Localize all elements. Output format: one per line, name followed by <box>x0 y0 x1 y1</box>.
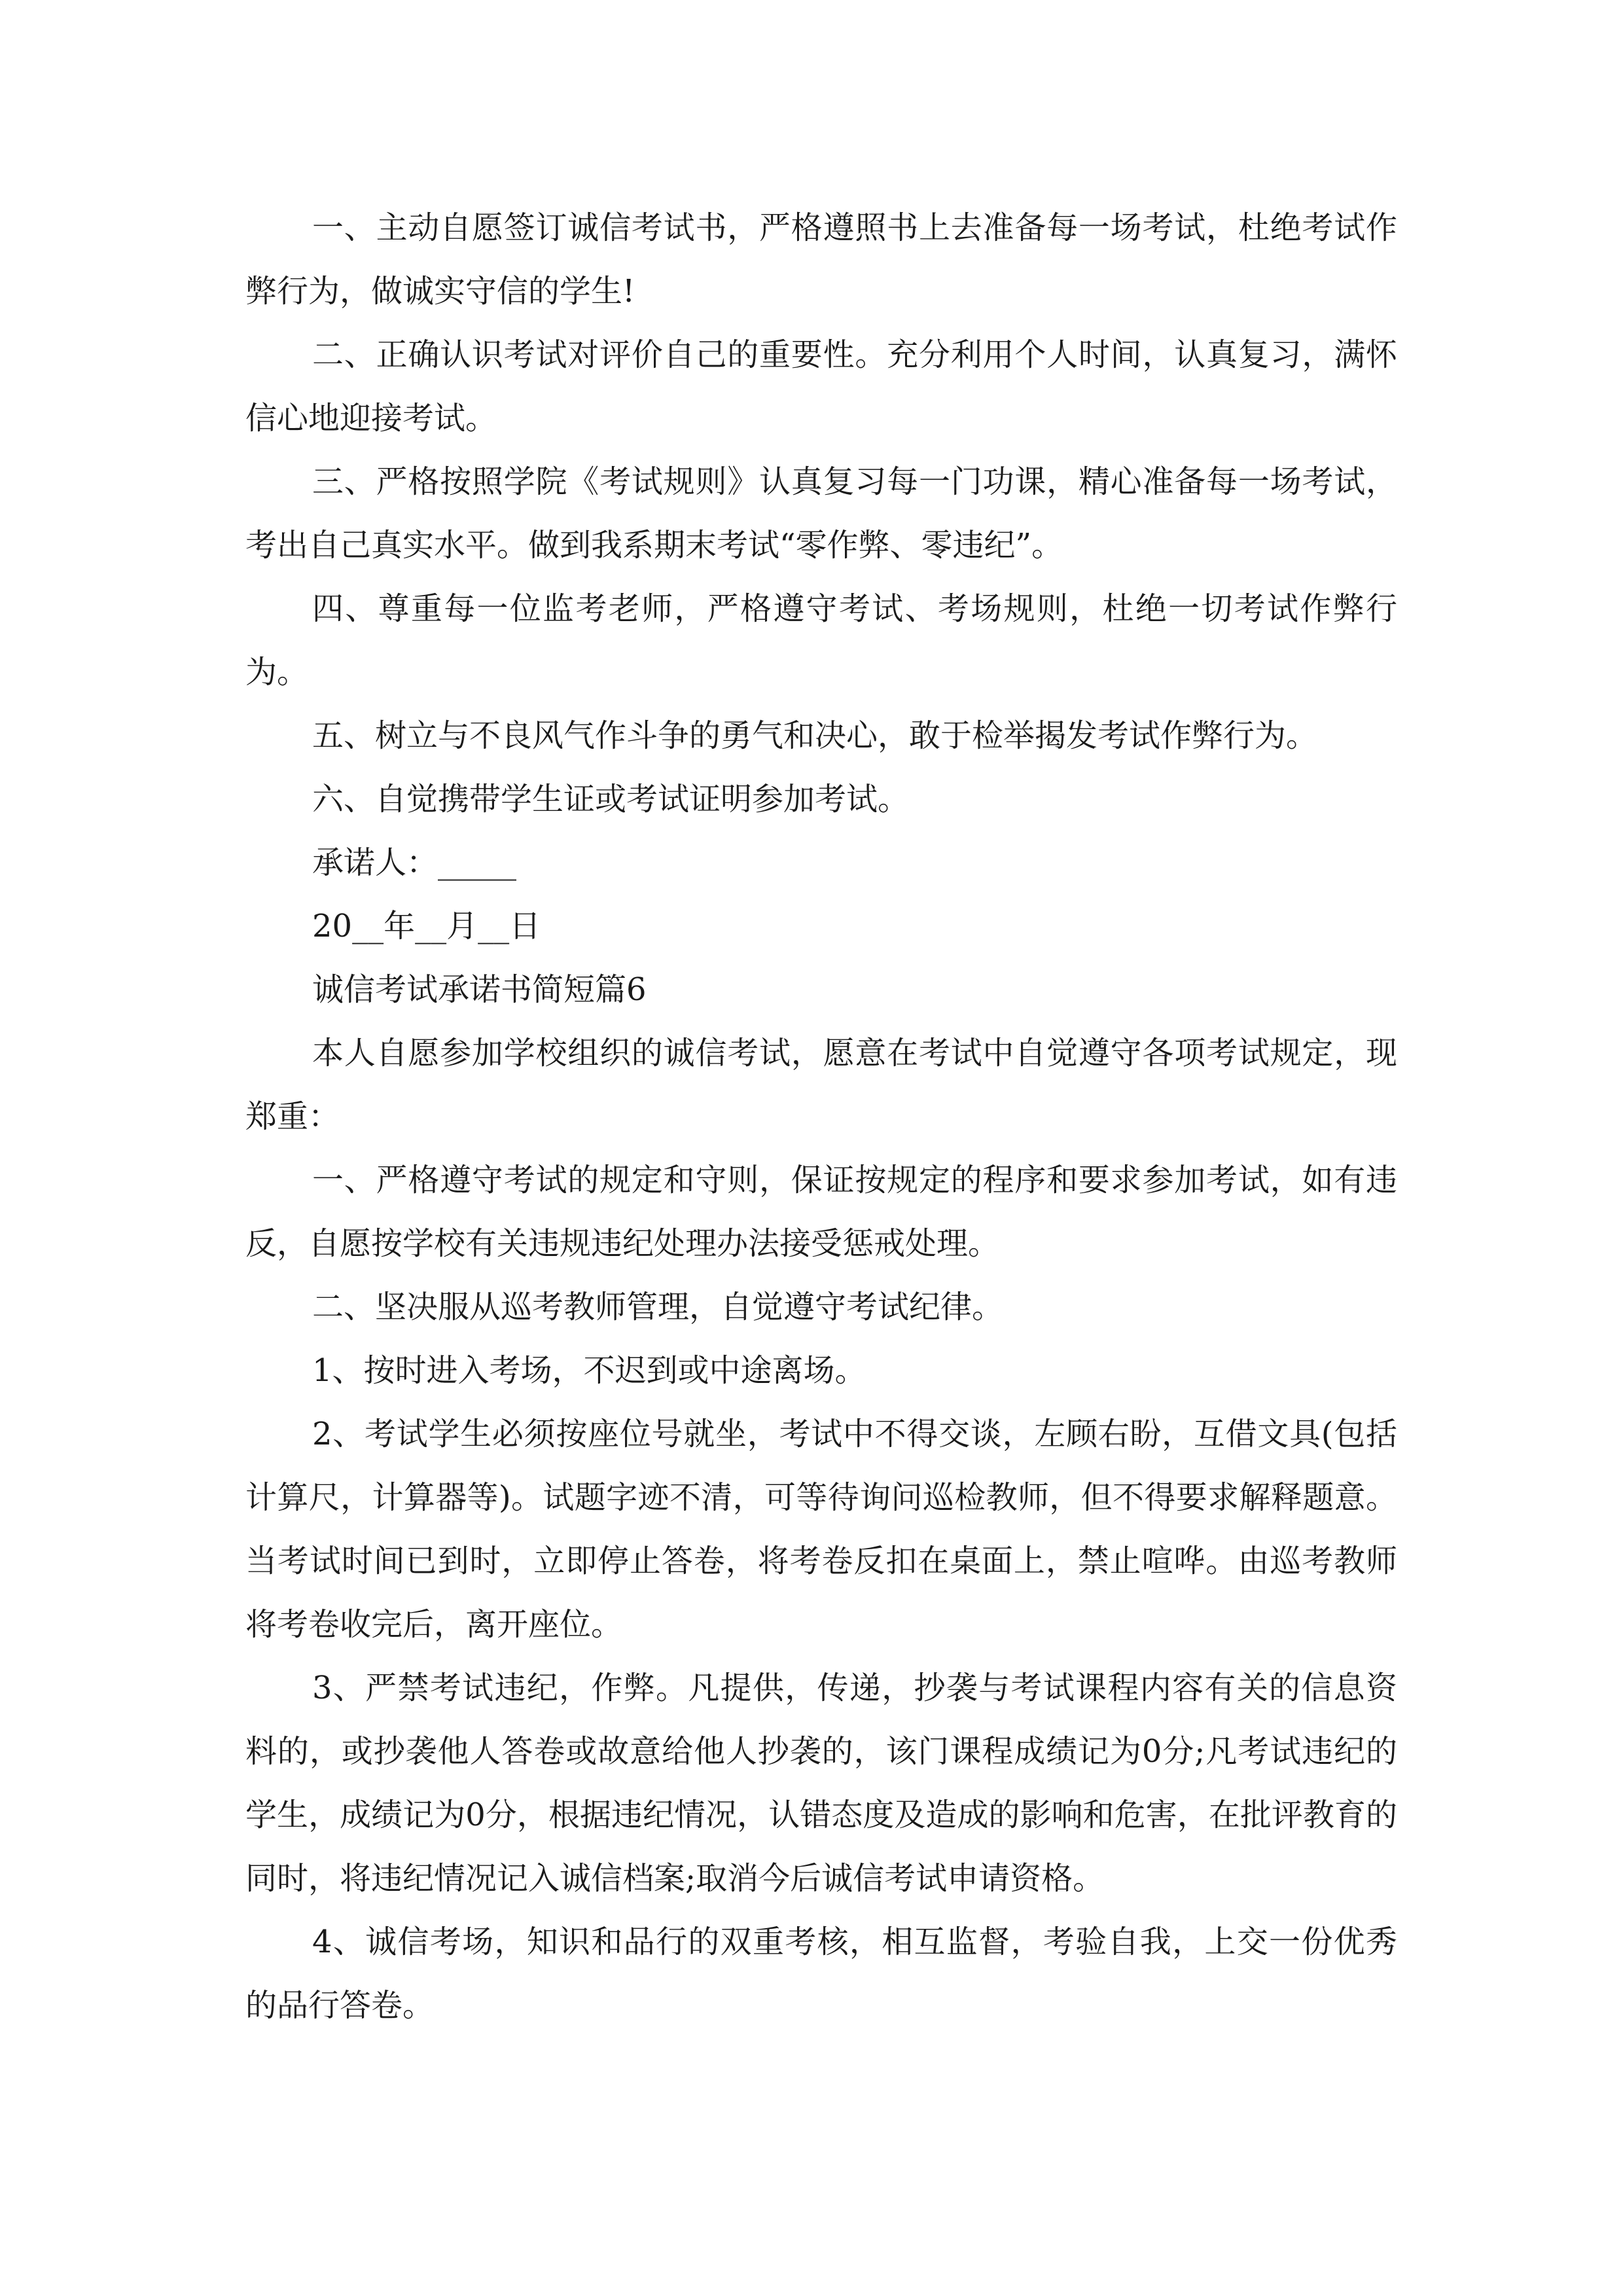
section-title: 诚信考试承诺书简短篇6 <box>312 971 647 1008</box>
list-item-4: 4、诚信考场，知识和品行的双重考核，相互监督，考验自我，上交一份优秀的品行答卷。 <box>245 1924 1397 2024</box>
document-body <box>245 196 1397 2037</box>
list-item-2: 2、考试学生必须按座位号就坐，考试中不得交谈，左顾右盼，互借文具(包括计算尺，计算器等)。试题字迹不清，可等待询问巡检教师，但不得要求解释题意。当考试时间已到时，立即停止答卷，将考卷反扣在桌面上，禁止喧哗。由巡考教师将考卷收完后，离开座位。 <box>245 1416 1397 1643</box>
date-line: 20__年__月__日 <box>312 908 541 944</box>
list-item-1: 1、按时进入考场，不迟到或中途离场。 <box>312 1352 866 1389</box>
paragraph-rule-5: 五、树立与不良风气作斗争的勇气和决心，敢于检举揭发考试作弊行为。 <box>312 717 1318 754</box>
paragraph-rule-2: 二、正确认识考试对评价自己的重要性。充分利用个人时间，认真复习，满怀信心地迎接考试。 <box>245 336 1397 437</box>
paragraph-rule-3: 三、严格按照学院《考试规则》认真复习每一门功课，精心准备每一场考试，考出自己真实水平。做到我系期末考试“零作弊、零违纪”。 <box>245 463 1397 564</box>
signature-line: 承诺人：_____ <box>312 844 517 881</box>
paragraph-rule-6: 六、自觉携带学生证或考试证明参加考试。 <box>312 781 910 817</box>
paragraph-commitment-2: 二、坚决服从巡考教师管理，自觉遵守考试纪律。 <box>312 1289 1004 1325</box>
paragraph-rule-4: 四、尊重每一位监考老师，严格遵守考试、考场规则，杜绝一切考试作弊行为。 <box>245 590 1397 691</box>
intro-paragraph: 本人自愿参加学校组织的诚信考试，愿意在考试中自觉遵守各项考试规定，现郑重： <box>245 1035 1397 1135</box>
paragraph-rule-1: 一、主动自愿签订诚信考试书，严格遵照书上去准备每一场考试，杜绝考试作弊行为，做诚实守信的学生! <box>245 209 1397 310</box>
paragraph-commitment-1: 一、严格遵守考试的规定和守则，保证按规定的程序和要求参加考试，如有违反，自愿按学校有关违规违纪处理办法接受惩戒处理。 <box>245 1162 1397 1262</box>
list-item-3: 3、严禁考试违纪，作弊。凡提供，传递，抄袭与考试课程内容有关的信息资料的，或抄袭他人答卷或故意给他人抄袭的，该门课程成绩记为0分;凡考试违纪的学生，成绩记为0分，根据违纪情况，认错态度及造成的影响和危害，在批评教育的同时，将违纪情况记入诚信档案;取消今后诚信考试申请资格。 <box>245 1670 1397 1897</box>
